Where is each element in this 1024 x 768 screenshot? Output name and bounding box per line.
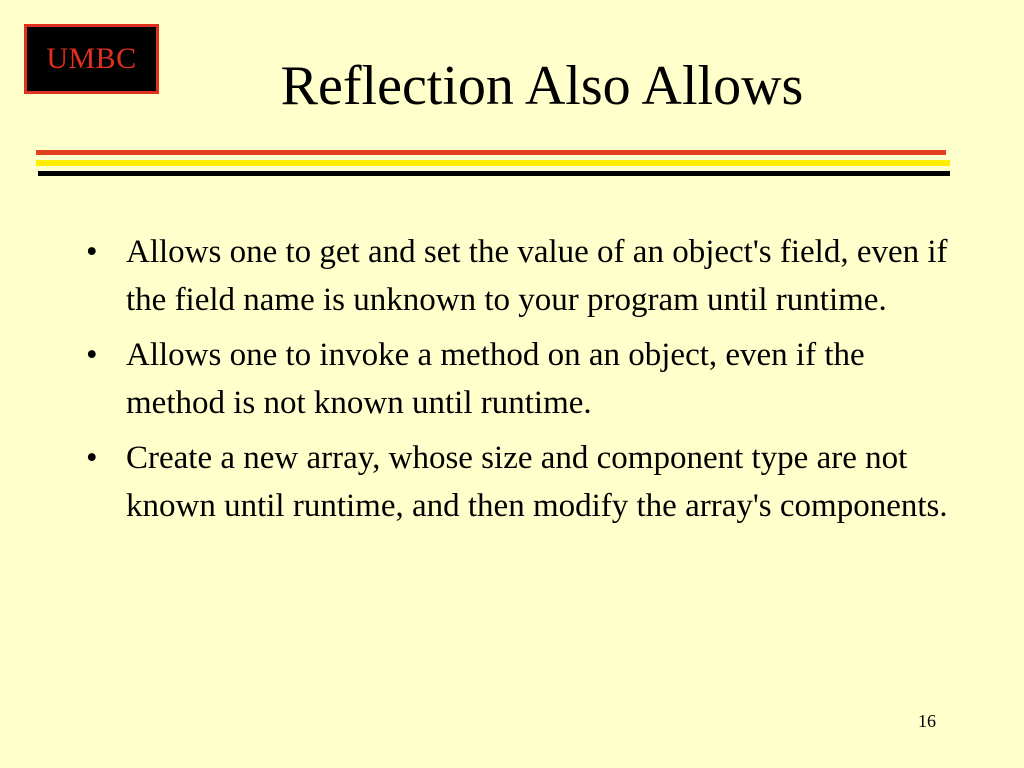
title-divider-red — [36, 150, 946, 155]
bullet-item — [80, 434, 950, 530]
title-divider-black — [38, 171, 950, 176]
bullet-item — [80, 331, 950, 427]
bullet-text: Create a new array, whose size and component type are not known until runtime, and then modify the array's components. — [126, 440, 948, 524]
bullet-dot-icon: • — [86, 234, 98, 270]
bullet-text: Allows one to invoke a method on an object, even if the method is not known until runtime. — [126, 337, 865, 421]
umbc-logo-text: UMBC — [46, 42, 137, 75]
slide-title: Reflection Also Allows — [280, 55, 804, 117]
page-number: 16 — [918, 711, 936, 731]
bullet-dot-icon: • — [86, 440, 98, 476]
bullet-list — [80, 228, 950, 537]
bullet-dot-icon: • — [86, 337, 98, 373]
bullet-text: Allows one to get and set the value of an object's field, even if the field name is unknown to your program until runtime. — [126, 234, 948, 318]
bullet-item — [80, 228, 950, 324]
title-divider-yellow — [36, 160, 950, 166]
